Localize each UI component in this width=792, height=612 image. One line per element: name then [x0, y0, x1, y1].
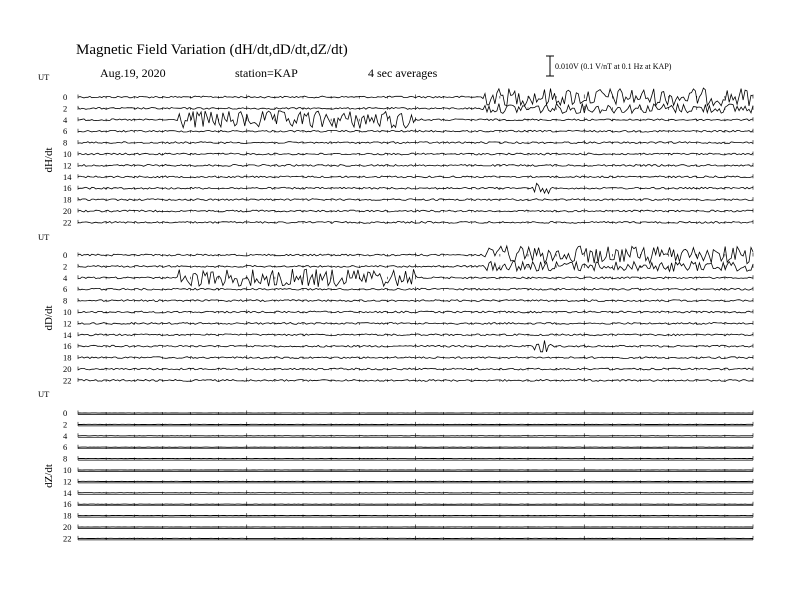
ut-axis-label: UT — [38, 72, 50, 82]
hour-label-6: 6 — [63, 442, 68, 453]
hour-label-22: 22 — [63, 217, 72, 228]
panel-dd-dt — [38, 232, 753, 385]
hour-label-20: 20 — [63, 206, 72, 216]
hour-label-16: 16 — [63, 499, 72, 510]
hour-label-2: 2 — [63, 261, 68, 272]
hour-label-12: 12 — [63, 160, 72, 171]
hour-label-8: 8 — [63, 295, 68, 306]
hour-label-14: 14 — [63, 329, 72, 340]
scale-bar — [546, 56, 554, 76]
hour-label-10: 10 — [63, 465, 72, 475]
panel-ylabel: dD/dt — [43, 305, 55, 331]
hour-label-6: 6 — [63, 284, 68, 295]
hour-label-2: 2 — [63, 419, 68, 430]
hour-label-16: 16 — [63, 341, 72, 352]
hour-label-4: 4 — [63, 272, 68, 283]
hour-label-10: 10 — [63, 149, 72, 159]
hour-label-0: 0 — [63, 92, 68, 102]
hour-label-12: 12 — [63, 318, 72, 329]
hour-label-8: 8 — [63, 453, 68, 464]
hour-label-6: 6 — [63, 126, 68, 137]
ut-axis-label: UT — [38, 232, 50, 242]
hour-label-14: 14 — [63, 487, 72, 498]
hour-label-8: 8 — [63, 137, 68, 148]
hour-label-14: 14 — [63, 171, 72, 182]
hour-label-22: 22 — [63, 533, 72, 544]
panel-ylabel: dZ/dt — [43, 464, 55, 488]
hour-label-18: 18 — [63, 194, 72, 205]
hour-label-22: 22 — [63, 375, 72, 386]
hour-label-0: 0 — [63, 250, 68, 260]
figure-title: Magnetic Field Variation (dH/dt,dD/dt,dZ/dt) — [76, 42, 348, 58]
hour-label-4: 4 — [63, 114, 68, 125]
hour-label-2: 2 — [63, 103, 68, 114]
date-label: Aug.19, 2020 — [100, 66, 166, 80]
hour-label-18: 18 — [63, 510, 72, 521]
averaging-label: 4 sec averages — [368, 66, 438, 80]
panel-ylabel: dH/dt — [43, 147, 55, 173]
hour-label-0: 0 — [63, 408, 68, 418]
hour-label-4: 4 — [63, 430, 68, 441]
panel-dz-dt — [38, 389, 753, 543]
hour-label-12: 12 — [63, 476, 72, 487]
hour-label-20: 20 — [63, 364, 72, 374]
panel-dh-dt — [38, 72, 753, 227]
hour-label-10: 10 — [63, 307, 72, 317]
ut-axis-label: UT — [38, 389, 50, 399]
panels-group — [38, 72, 753, 543]
hour-label-18: 18 — [63, 352, 72, 363]
hour-label-16: 16 — [63, 183, 72, 194]
hour-label-20: 20 — [63, 522, 72, 532]
scale-note: 0.010V (0.1 V/nT at 0.1 Hz at KAP) — [555, 62, 672, 71]
station-label: station=KAP — [235, 66, 298, 80]
